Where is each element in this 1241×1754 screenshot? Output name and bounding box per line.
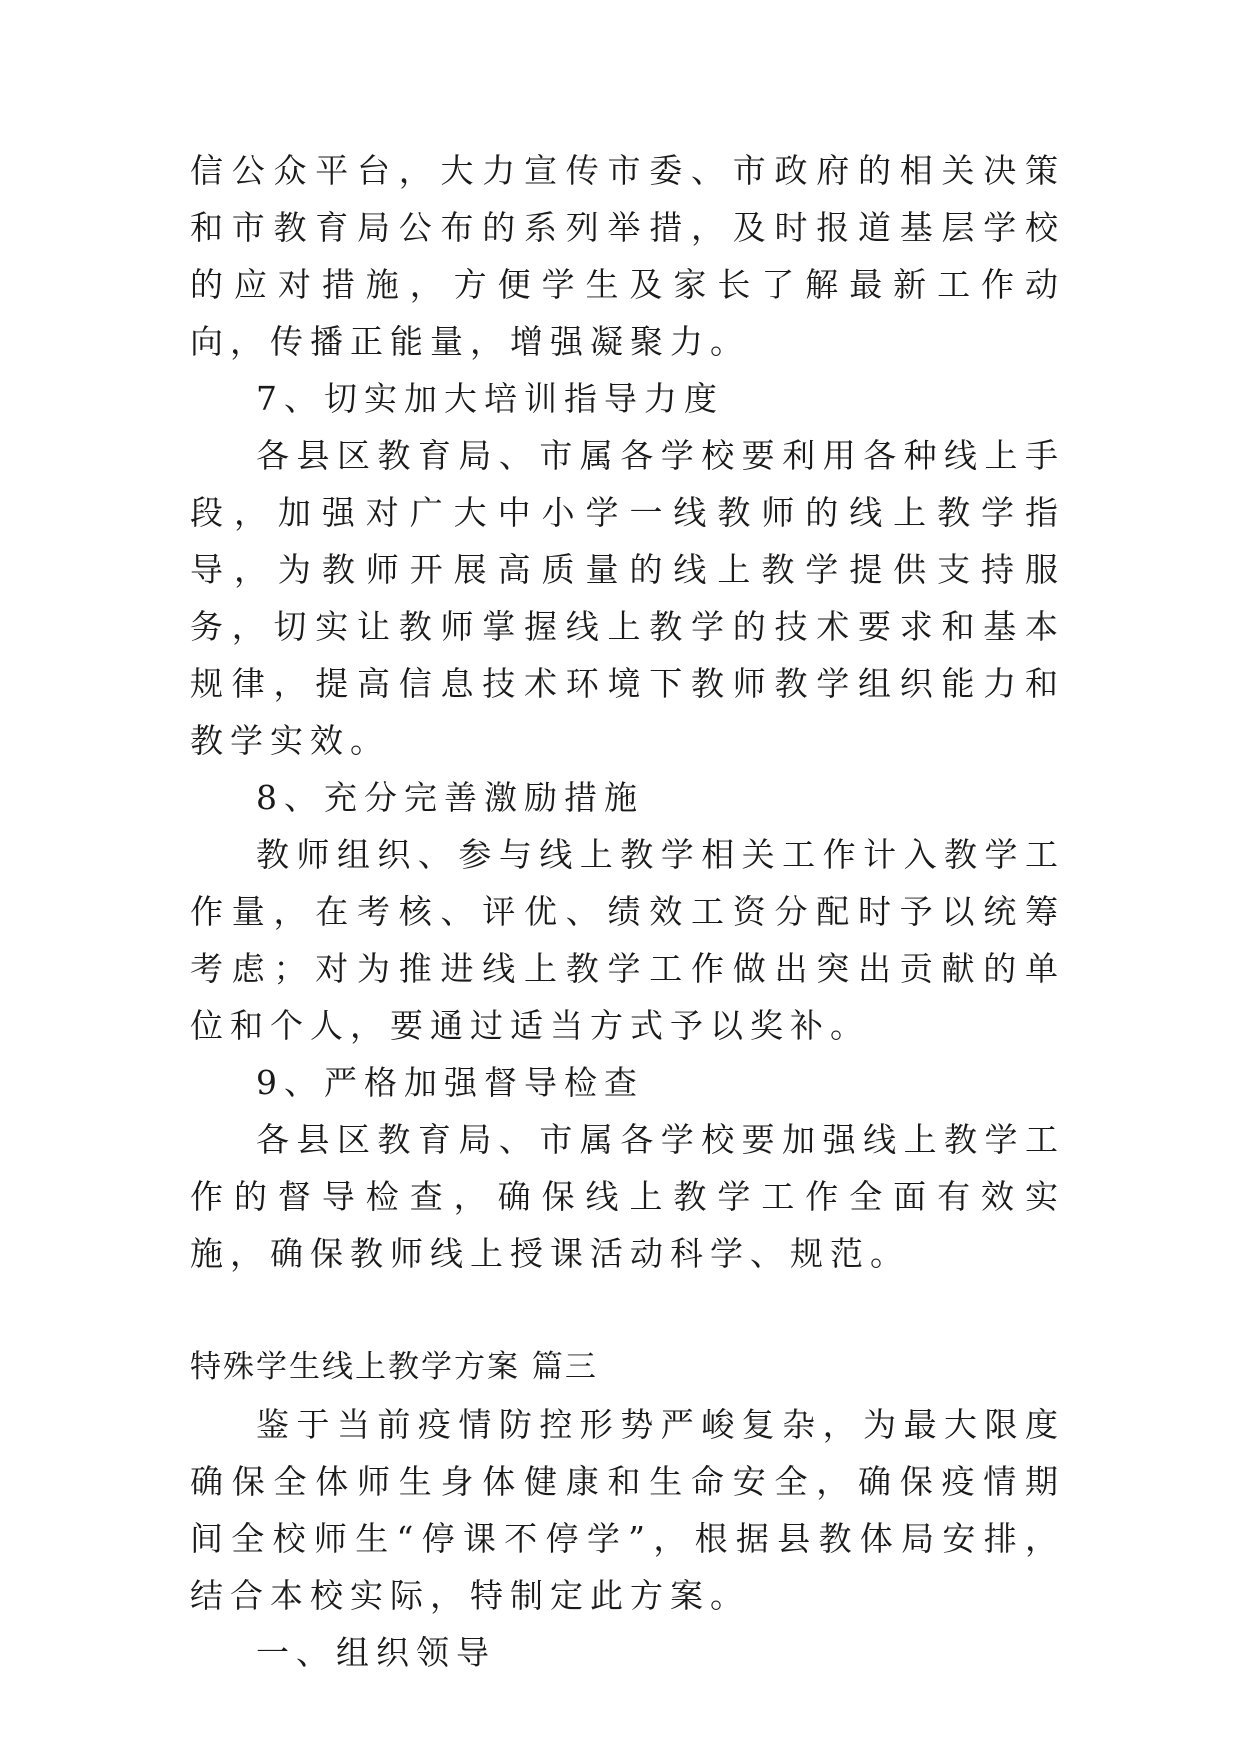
paragraph-training-guidance: 各县区教育局、市属各学校要利用各种线上手段，加强对广大中小学一线教师的线上教学指导，为教师开展高质量的线上教学提供支持服务，切实让教师掌握线上教学的技术要求和基本规律，提高信息技术环境下教师教学组织能力和教学实效。 xyxy=(190,436,1065,760)
part-title: 特殊学生线上教学方案 篇三 xyxy=(190,1349,598,1385)
heading-organization: 一、组织领导 xyxy=(256,1633,496,1672)
paragraph-publicity: 信公众平台，大力宣传市委、市政府的相关决策和市教育局公布的系列举措，及时报道基层学校的应对措施，方便学生及家长了解最新工作动向，传播正能量，增强凝聚力。 xyxy=(190,151,1065,361)
paragraph-supervision: 各县区教育局、市属各学校要加强线上教学工作的督导检查，确保线上教学工作全面有效实施，确保教师线上授课活动科学、规范。 xyxy=(190,1120,1065,1273)
paragraph-incentives: 教师组织、参与线上教学相关工作计入教学工作量，在考核、评优、绩效工资分配时予以统筹考虑；对为推进线上教学工作做出突出贡献的单位和个人，要通过适当方式予以奖补。 xyxy=(190,835,1065,1045)
heading-supervision: 9、严格加强督导检查 xyxy=(256,1063,644,1102)
heading-incentives: 8、充分完善激励措施 xyxy=(256,778,644,817)
paragraph-intro: 鉴于当前疫情防控形势严峻复杂，为最大限度确保全体师生身体健康和生命安全，确保疫情期间全校师生“停课不停学”，根据县教体局安排，结合本校实际，特制定此方案。 xyxy=(190,1405,1065,1615)
document-body xyxy=(190,142,1065,1681)
section-spacer xyxy=(190,1282,1065,1339)
heading-training-guidance: 7、切实加大培训指导力度 xyxy=(256,379,724,418)
